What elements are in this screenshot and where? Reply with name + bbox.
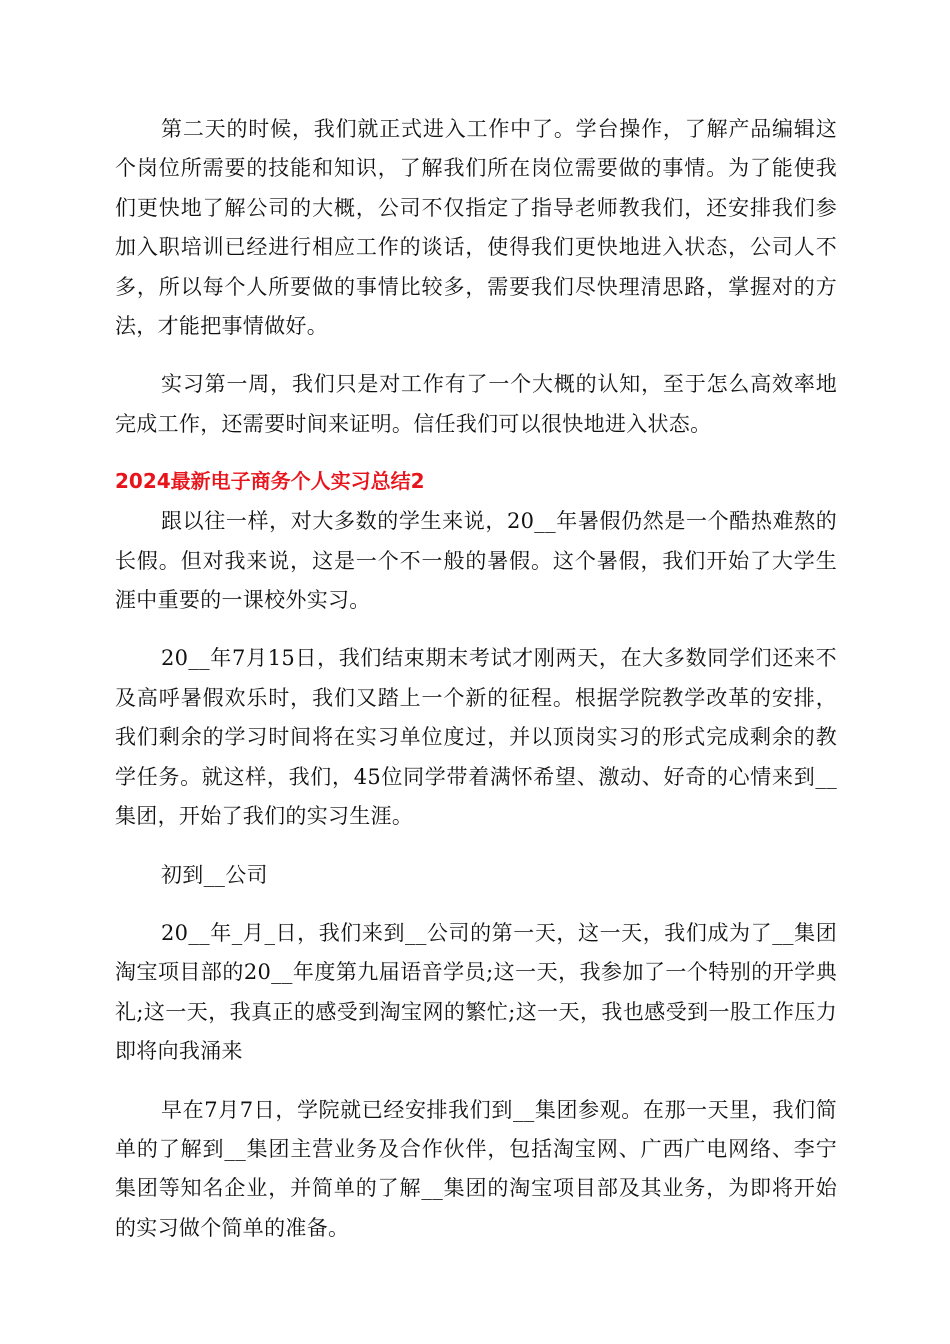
paragraph: 20__年7月15日，我们结束期末考试才刚两天，在大多数同学们还来不及高呼暑假欢乐时，我们又踏上一个新的征程。根据学院教学改革的安排，我们剩余的学习时间将在实习单位度过，并以顶岗实习的形式完成剩余的教学任务。就这样，我们，45位同学带着满怀希望、激动、好奇的心情来到__集团，开始了我们的实习生涯。 [115,646,837,829]
paragraph: 第二天的时候，我们就正式进入工作中了。学台操作，了解产品编辑这个岗位所需要的技能和知识，了解我们所在岗位需要做的事情。为了能使我们更快地了解公司的大概，公司不仅指定了指导老师教我们，还安排我们参加入职培训已经进行相应工作的谈话，使得我们更快地进入状态，公司人不多，所以每个人所要做的事情比较多，需要我们尽快理清思路，掌握对的方法，才能把事情做好。 [115,117,837,339]
paragraph: 早在7月7日，学院就已经安排我们到__集团参观。在那一天里，我们简单的了解到__集团主营业务及合作伙伴，包括淘宝网、广西广电网络、李宁集团等知名企业，并简单的了解__集团的淘宝项目部及其业务，为即将开始的实习做个简单的准备。 [115,1097,837,1240]
paragraph: 跟以往一样，对大多数的学生来说，20__年暑假仍然是一个酷热难熬的长假。但对我来说，这是一个不一般的暑假。这个暑假，我们开始了大学生涯中重要的一课校外实习。 [115,509,837,613]
subheading-paragraph: 初到__公司 [161,862,268,887]
section-heading: 2024最新电子商务个人实习总结2 [115,469,425,494]
paragraph: 实习第一周，我们只是对工作有了一个大概的认知，至于怎么高效率地完成工作，还需要时间来证明。信任我们可以很快地进入状态。 [115,372,837,436]
paragraph: 20__年_月_日，我们来到__公司的第一天，这一天，我们成为了__集团淘宝项目部的20__年度第九届语音学员;这一天，我参加了一个特别的开学典礼;这一天，我真正的感受到淘宝网的繁忙;这一天，我也感受到一股工作压力即将向我涌来 [115,920,837,1064]
document-page [115,110,837,1267]
